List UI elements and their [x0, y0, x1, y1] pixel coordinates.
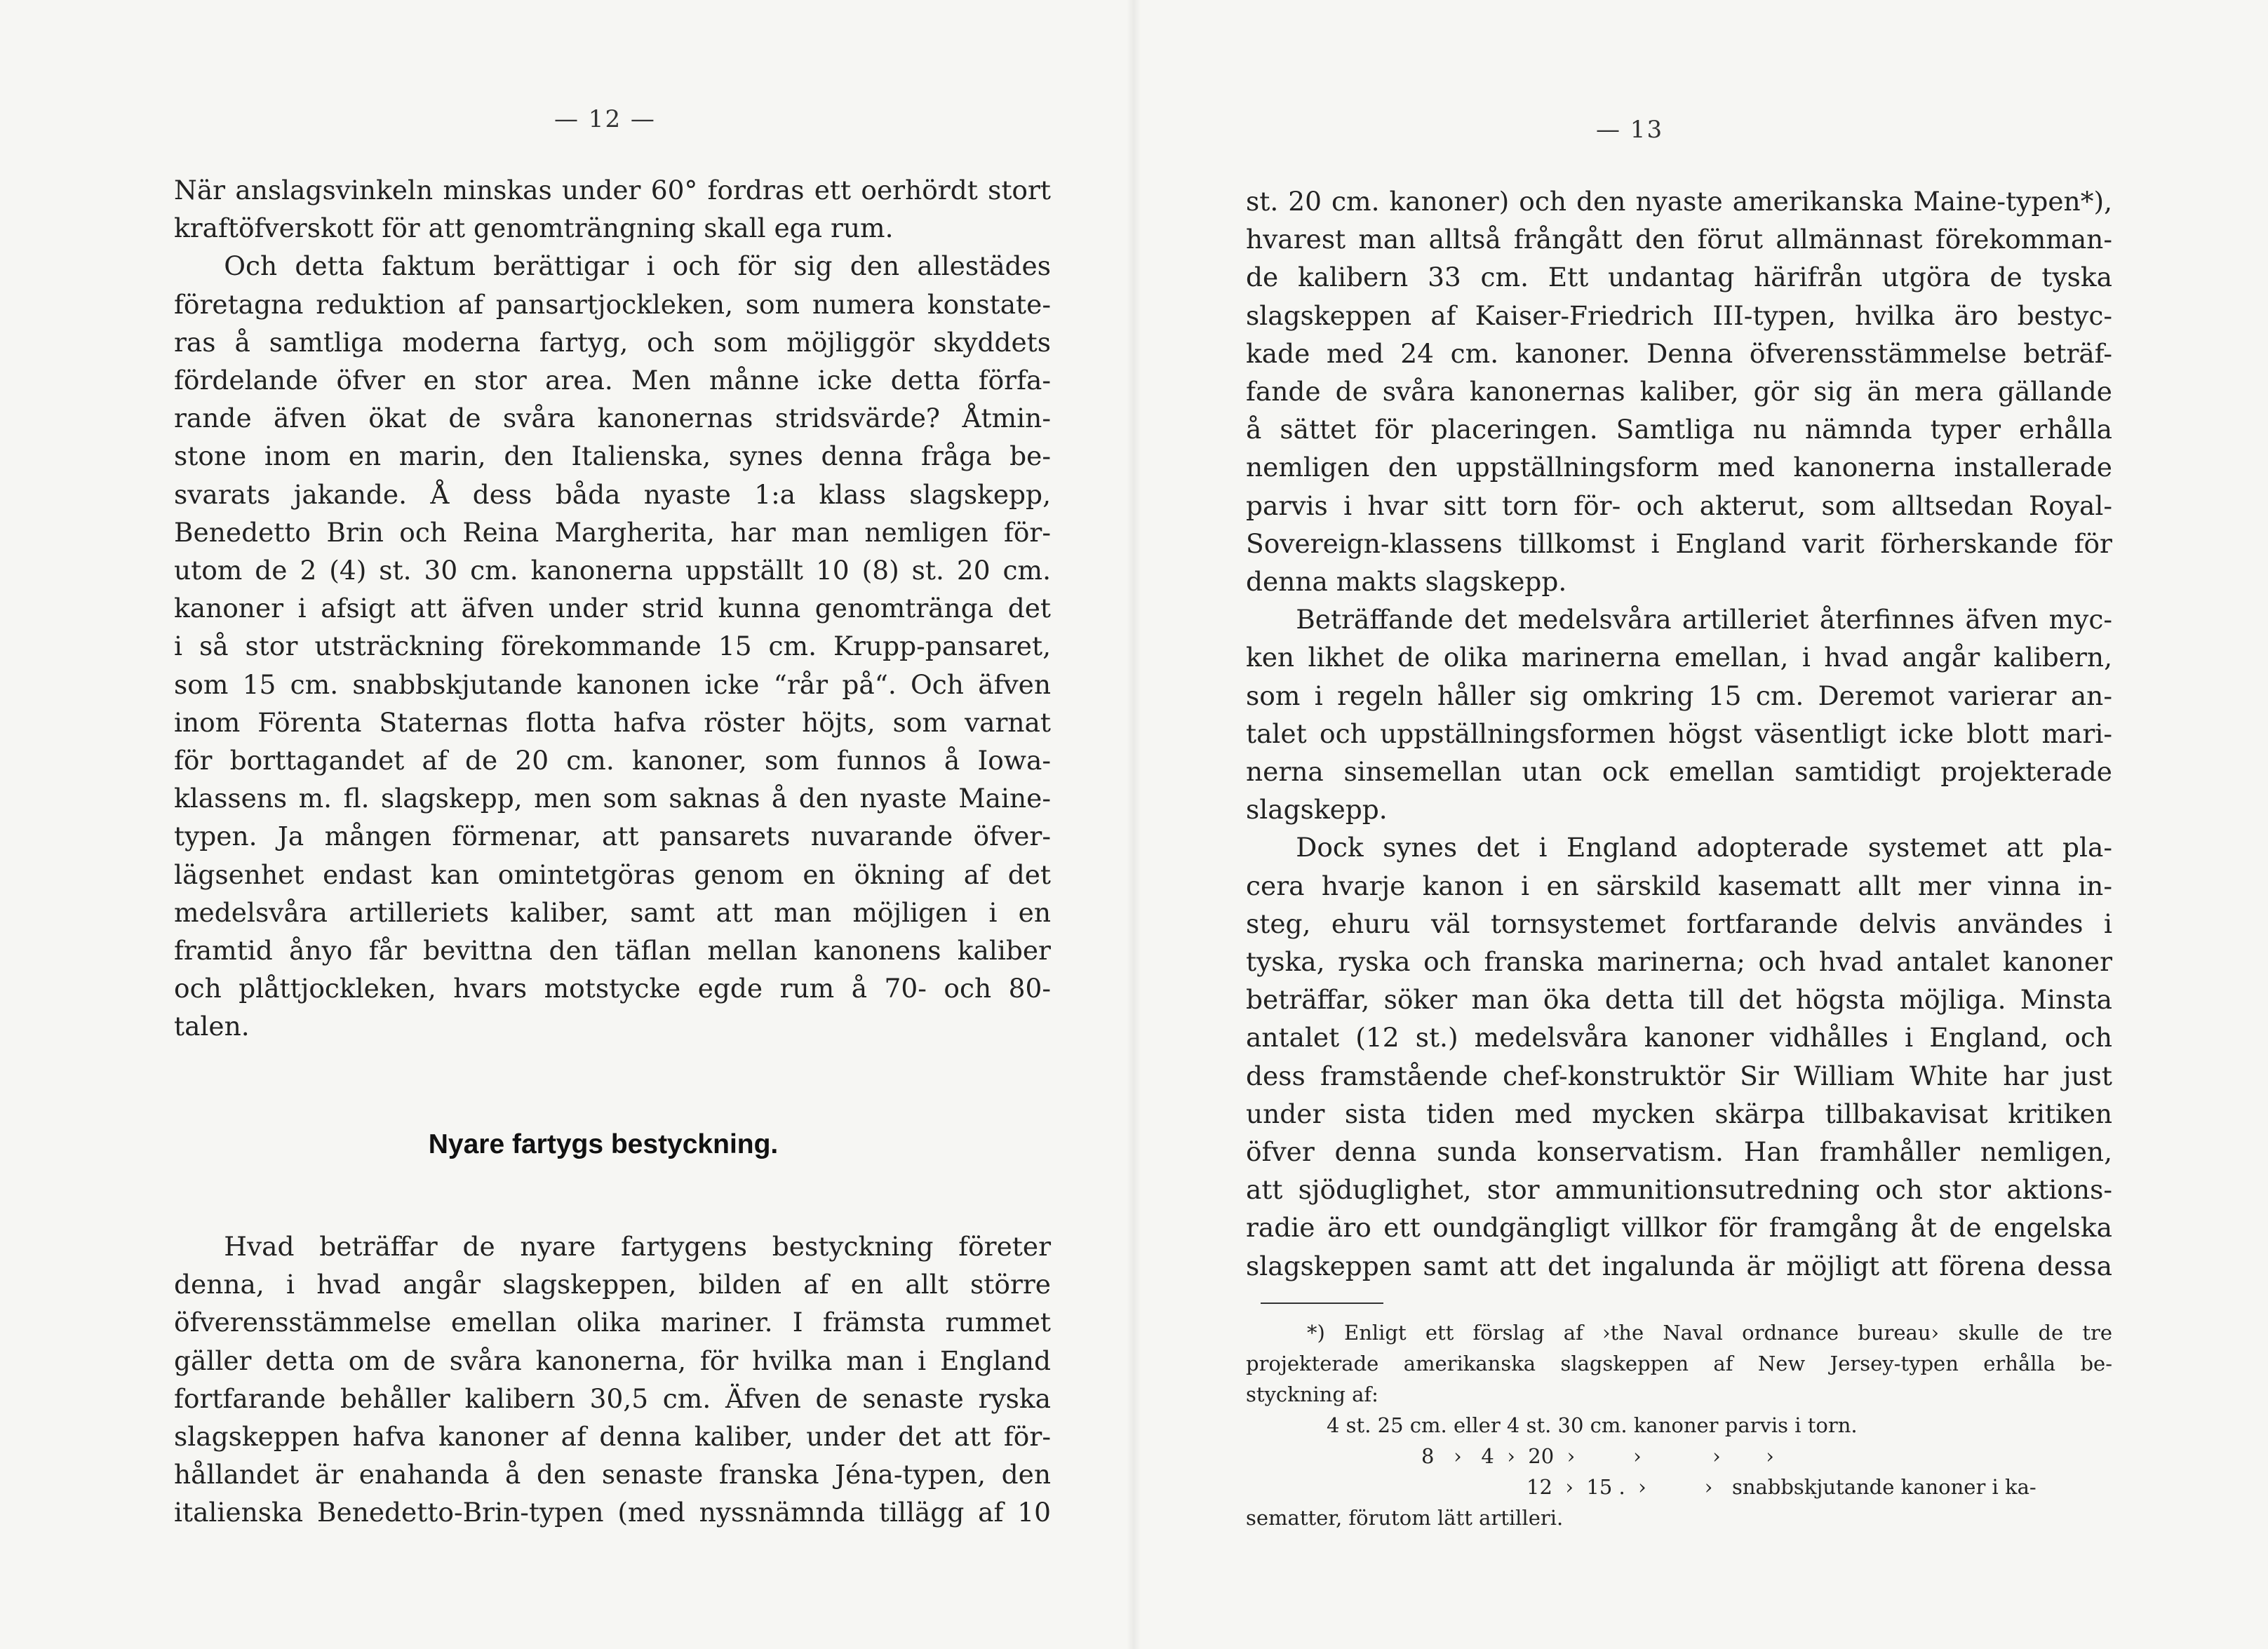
line: st. 20 cm. kanoner) och den nyaste amerikanska Maine-typen*),: [1246, 186, 2112, 217]
line: hållandet är enahanda å den senaste franska Jéna-typen, den: [174, 1459, 1051, 1490]
left-column-body: [174, 171, 1051, 1046]
line: tyska, ryska och franska marinerna; och hvad antalet kanoner: [1246, 946, 2112, 978]
left-column-body-2: [174, 1227, 1051, 1532]
line: slagskeppen af Kaiser-Friedrich III-typen, hvilka äro bestyc-: [1246, 299, 2112, 331]
line: denna makts slagskepp.: [1246, 566, 1567, 598]
line: stone inom en marin, den Italienska, synes denna fråga be-: [174, 440, 1051, 472]
line: beträffar, söker man öka detta till det högsta möjliga. Minsta: [1246, 984, 2112, 1016]
line: som i regeln håller sig omkring 15 cm. Deremot varierar an-: [1246, 680, 2112, 711]
page-number-right: — 13: [1596, 116, 1664, 144]
line: gäller detta om de svåra kanonerna, för hvilka man i England: [174, 1345, 1051, 1376]
line: rande äfven ökat de svåra kanonernas stridsvärde? Åtmin-: [174, 403, 1051, 434]
line: ken likhet de olika marinerna emellan, i hvad angår kalibern,: [1246, 642, 2112, 673]
footnote-line: *) Enligt ett förslag af ›the Naval ordnance bureau› skulle de tre: [1307, 1321, 2112, 1345]
line: framtid ånyo får bevittna den täflan mellan kanonens kaliber: [174, 935, 1051, 967]
line: som 15 cm. snabbskjutande kanonen icke “rår på“. Och äfven: [174, 668, 1051, 700]
line: öfver denna sunda konservatism. Han framhåller nemligen,: [1246, 1136, 2112, 1168]
line: talet och uppställningsformen högst väsentligt icke blott mari-: [1246, 718, 2112, 749]
line: klassens m. fl. slagskepp, men som saknas å den nyaste Maine-: [174, 783, 1051, 814]
footnote-line: 4 st. 25 cm. eller 4 st. 30 cm. kanoner parvis i torn.: [1327, 1413, 1858, 1437]
line: dess framstående chef-konstruktör Sir William White har just: [1246, 1060, 2112, 1091]
section-heading: Nyare fartygs bestyckning.: [428, 1129, 779, 1159]
line: lägsenhet endast kan omintetgöras genom en ökning af det: [174, 859, 1051, 890]
line: under sista tiden med mycken skärpa tillbakavisat kritiken: [1246, 1098, 2112, 1129]
line: i så stor utsträckning förekommande 15 cm. Krupp-pansaret,: [174, 631, 1051, 662]
line: och plåttjockleken, hvars motstycke egde rum å 70- och 80-: [174, 973, 1051, 1004]
line: cera hvarje kanon i en särskild kasematt allt mer vinna in-: [1246, 870, 2112, 901]
footnote-rule: [1261, 1303, 1383, 1304]
right-column-body: [1246, 182, 2112, 1285]
line: öfverensstämmelse emellan olika mariner. I främsta rummet: [174, 1307, 1051, 1338]
line: slagskeppen hafva kanoner af denna kaliber, under det att för-: [174, 1421, 1051, 1453]
line: denna, i hvad angår slagskeppen, bilden af en allt större: [174, 1269, 1051, 1300]
line: antalet (12 st.) medelsvåra kanoner vidhålles i England, och: [1246, 1022, 2112, 1054]
line: kanoner i afsigt att äfven under strid kunna genomtränga det: [174, 593, 1051, 624]
line: Sovereign-klassens tillkomst i England varit förherskande för: [1246, 527, 2112, 559]
footnote-line: styckning af:: [1246, 1382, 1378, 1406]
line: fördelande öfver en stor area. Men månne icke detta förfa-: [174, 365, 1051, 396]
footnote-line: 8 › 4 › 20 › › › ›: [1421, 1444, 1774, 1468]
footnote-line: sematter, förutom lätt artilleri.: [1246, 1506, 1564, 1530]
line: fortfarande behåller kalibern 30,5 cm. Äfven de senaste ryska: [174, 1382, 1051, 1414]
line: slagskepp.: [1246, 794, 1388, 826]
footnote-line: projekterade amerikanska slagskeppen af New Jersey-typen erhålla be-: [1246, 1352, 2112, 1375]
line: Dock synes det i England adopterade systemet att pla-: [1296, 832, 2112, 863]
line: parvis i hvar sitt torn för- och akterut, som alltsedan Royal-: [1246, 490, 2112, 521]
line: nemligen den uppställningsform med kanonerna installerade: [1246, 452, 2112, 483]
line: steg, ehuru väl tornsystemet fortfarande delvis användes i: [1246, 908, 2112, 939]
line: ras å samtliga moderna fartyg, och som möjliggör skyddets: [174, 326, 1051, 358]
line: inom Förenta Staternas flotta hafva röster höjts, som varnat: [174, 706, 1051, 738]
line: hvarest man alltså frångått den förut allmännast förekomman-: [1246, 224, 2112, 255]
line: utom de 2 (4) st. 30 cm. kanonerna uppställt 10 (8) st. 20 cm.: [174, 555, 1051, 586]
line: Hvad beträffar de nyare fartygens bestyckning företer: [224, 1231, 1051, 1262]
line: När anslagsvinkeln minskas under 60° fordras ett oerhördt stort: [174, 175, 1051, 206]
line: kraftöfverskott för att genomträngning skall ega rum.: [174, 213, 894, 244]
line: företagna reduktion af pansartjockleken, som numera konstate-: [174, 288, 1051, 320]
line: att sjöduglighet, stor ammunitionsutredning och stor aktions-: [1246, 1174, 2112, 1206]
line: radie äro ett oundgängligt villkor för framgång åt de engelska: [1246, 1212, 2112, 1244]
page-number-left: — 12 —: [554, 105, 656, 133]
line: Beträffande det medelsvåra artilleriet återfinnes äfven myc-: [1296, 604, 2112, 635]
line: för borttagandet af de 20 cm. kanoner, som funnos å Iowa-: [174, 745, 1051, 776]
line: kade med 24 cm. kanoner. Denna öfverensstämmelse beträf-: [1246, 337, 2112, 369]
line: slagskeppen samt att det ingalunda är möjligt att förena dessa: [1246, 1250, 2112, 1281]
footnote-line: 12 › 15 . › › snabbskjutande kanoner i ka-: [1526, 1475, 2036, 1499]
line: fande de svåra kanonernas kaliber, gör sig än mera gällande: [1246, 376, 2112, 408]
line: de kalibern 33 cm. Ett undantag härifrån utgöra de tyska: [1246, 262, 2112, 293]
footnote: [1246, 1317, 2112, 1533]
line: italienska Benedetto-Brin-typen (med nyssnämnda tillägg af 10: [174, 1497, 1051, 1528]
line: Och detta faktum berättigar i och för sig den allestädes: [224, 250, 1051, 282]
line: nerna sinsemellan utan ock emellan samtidigt projekterade: [1246, 756, 2112, 788]
line: typen. Ja mången förmenar, att pansarets nuvarande öfver-: [174, 821, 1051, 852]
line: Benedetto Brin och Reina Margherita, har man nemligen för-: [174, 516, 1051, 548]
line: medelsvåra artilleriets kaliber, samt att man möjligen i en: [174, 896, 1051, 928]
line: å sättet för placeringen. Samtliga nu nämnda typer erhålla: [1246, 414, 2112, 445]
line: svarats jakande. Å dess båda nyaste 1:a klass slagskepp,: [174, 478, 1051, 510]
line: talen.: [174, 1011, 250, 1042]
